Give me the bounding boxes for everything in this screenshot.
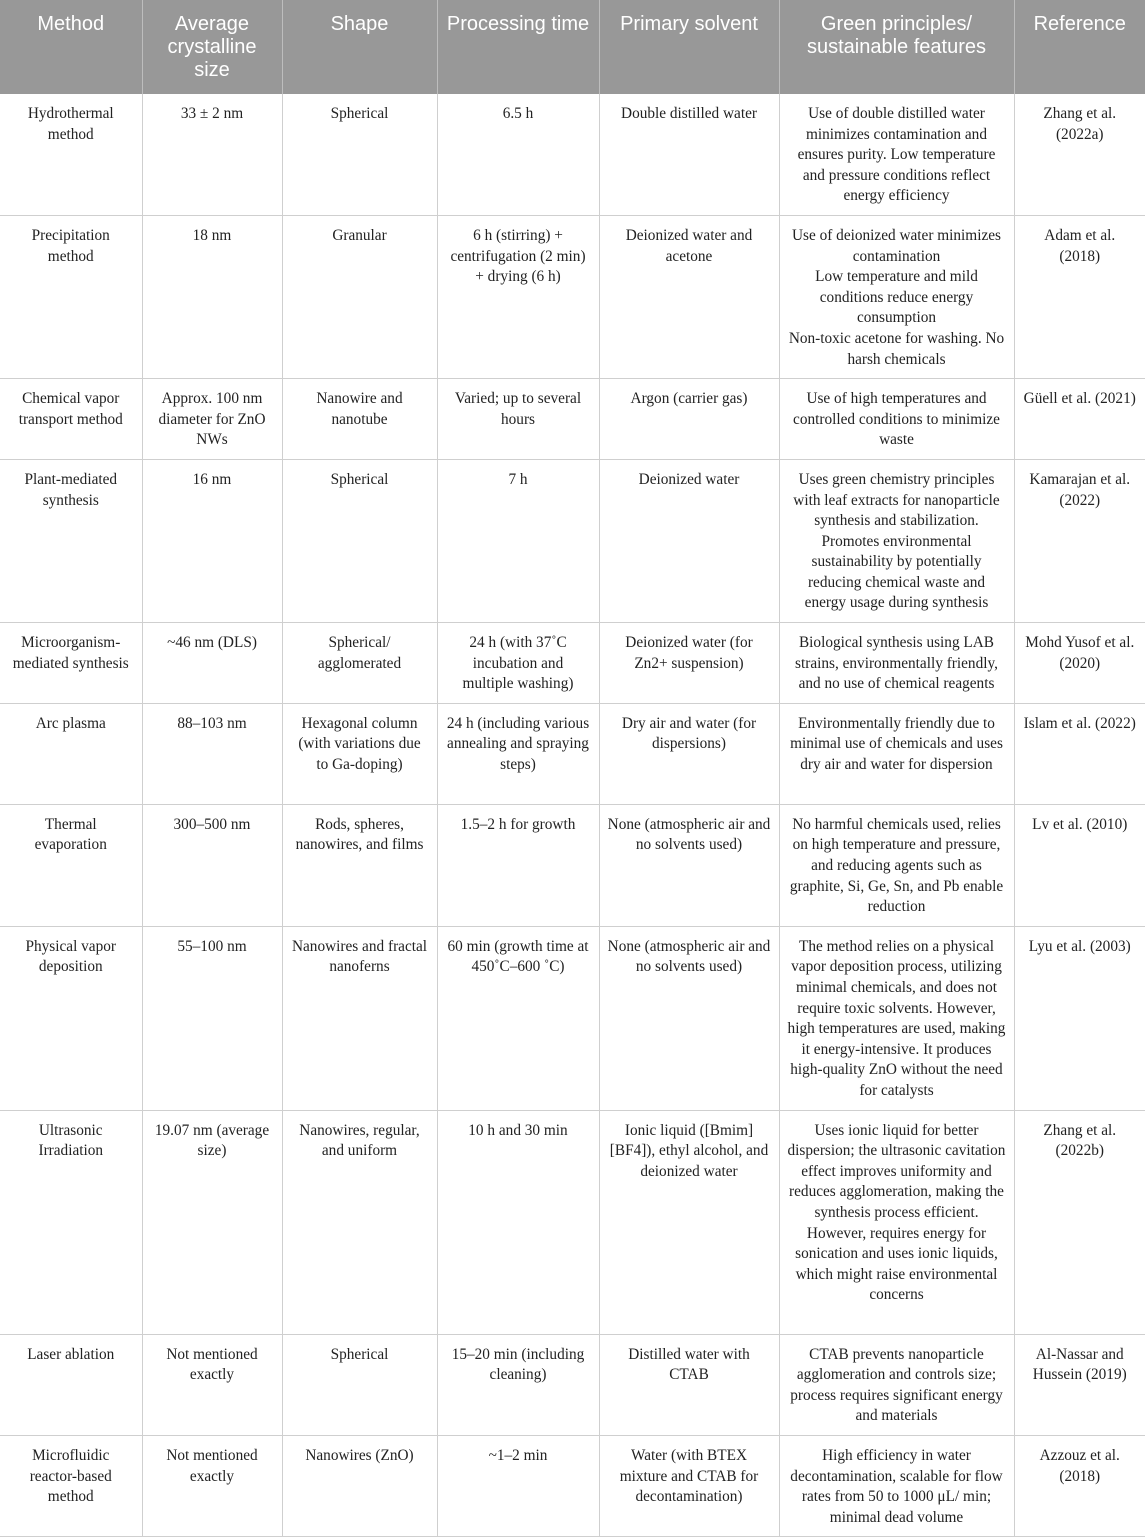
header-reference: Reference xyxy=(1014,0,1145,94)
cell-green: Uses ionic liquid for better dispersion; the ultrasonic cavitation effect improves uniformity and reduces agglomeration, making the synthesis process efficient. However, requires energy for sonication and uses ionic liquids, which might raise environmental concerns xyxy=(779,1110,1014,1334)
cell-reference: Zhang et al. (2022a) xyxy=(1014,94,1145,215)
cell-method: Laser ablation xyxy=(0,1334,142,1435)
cell-reference: Al-Nassar and Hussein (2019) xyxy=(1014,1334,1145,1435)
table-row xyxy=(0,94,1145,215)
cell-time: 24 h (including various annealing and spraying steps) xyxy=(437,703,599,804)
cell-solvent: Double distilled water xyxy=(599,94,779,215)
cell-solvent: None (atmospheric air and no solvents used) xyxy=(599,926,779,1110)
cell-method: Physical vapor deposition xyxy=(0,926,142,1110)
cell-method: Precipitation method xyxy=(0,215,142,378)
cell-size: 300–500 nm xyxy=(142,804,282,926)
cell-size: Not mentioned exactly xyxy=(142,1334,282,1435)
table-row xyxy=(0,1435,1145,1536)
cell-method: Thermal evaporation xyxy=(0,804,142,926)
cell-method: Microfluidic reactor-based method xyxy=(0,1435,142,1536)
table-row xyxy=(0,459,1145,622)
table-row xyxy=(0,215,1145,378)
cell-green: High efficiency in water decontamination, scalable for flow rates from 50 to 1000 μL/ min; minimal dead volume xyxy=(779,1435,1014,1536)
cell-size: 16 nm xyxy=(142,459,282,622)
cell-green: Environmentally friendly due to minimal use of chemicals and uses dry air and water for dispersion xyxy=(779,703,1014,804)
header-time: Processing time xyxy=(437,0,599,94)
cell-method: Chemical vapor transport method xyxy=(0,379,142,460)
cell-method: Plant-mediated synthesis xyxy=(0,459,142,622)
cell-shape: Hexagonal column (with variations due to Ga-doping) xyxy=(282,703,437,804)
cell-green: Use of deionized water minimizes contamination Low temperature and mild conditions reduce energy consumption Non-toxic acetone for washing. No harsh chemicals xyxy=(779,215,1014,378)
header-size: Average crystalline size xyxy=(142,0,282,94)
header-solvent: Primary solvent xyxy=(599,0,779,94)
cell-size: 88–103 nm xyxy=(142,703,282,804)
cell-reference: Lyu et al. (2003) xyxy=(1014,926,1145,1110)
cell-size: Approx. 100 nm diameter for ZnO NWs xyxy=(142,379,282,460)
table-row xyxy=(0,804,1145,926)
cell-time: 1.5–2 h for growth xyxy=(437,804,599,926)
cell-method: Microorganism-mediated synthesis xyxy=(0,623,142,704)
cell-time: 10 h and 30 min xyxy=(437,1110,599,1334)
cell-green: CTAB prevents nanoparticle agglomeration and controls size; process requires significant energy and materials xyxy=(779,1334,1014,1435)
cell-shape: Spherical xyxy=(282,94,437,215)
cell-size: 55–100 nm xyxy=(142,926,282,1110)
cell-time: 15–20 min (including cleaning) xyxy=(437,1334,599,1435)
cell-reference: Mohd Yusof et al. (2020) xyxy=(1014,623,1145,704)
cell-solvent: Deionized water (for Zn2+ suspension) xyxy=(599,623,779,704)
table-row xyxy=(0,926,1145,1110)
cell-reference: Zhang et al. (2022b) xyxy=(1014,1110,1145,1334)
table-row xyxy=(0,703,1145,804)
cell-shape: Spherical xyxy=(282,459,437,622)
cell-solvent: Deionized water xyxy=(599,459,779,622)
cell-time: 60 min (growth time at 450˚C–600 ˚C) xyxy=(437,926,599,1110)
cell-shape: Rods, spheres, nanowires, and films xyxy=(282,804,437,926)
cell-solvent: None (atmospheric air and no solvents used) xyxy=(599,804,779,926)
cell-green: Use of double distilled water minimizes contamination and ensures purity. Low temperature and pressure conditions reflect energy efficiency xyxy=(779,94,1014,215)
header-shape: Shape xyxy=(282,0,437,94)
cell-method: Arc plasma xyxy=(0,703,142,804)
header-row xyxy=(0,0,1145,94)
cell-solvent: Ionic liquid ([Bmim][BF4]), ethyl alcohol, and deionized water xyxy=(599,1110,779,1334)
cell-green: The method relies on a physical vapor deposition process, utilizing minimal chemicals, and does not require toxic solvents. However, high temperatures are used, making it energy-intensive. It produces high-quality ZnO without the need for catalysts xyxy=(779,926,1014,1110)
cell-green: Use of high temperatures and controlled conditions to minimize waste xyxy=(779,379,1014,460)
cell-green: No harmful chemicals used, relies on high temperature and pressure, and reducing agents such as graphite, Si, Ge, Sn, and Pb enable reduction xyxy=(779,804,1014,926)
header-method: Method xyxy=(0,0,142,94)
cell-time: 24 h (with 37˚C incubation and multiple washing) xyxy=(437,623,599,704)
table-row xyxy=(0,1334,1145,1435)
cell-reference: Güell et al. (2021) xyxy=(1014,379,1145,460)
cell-solvent: Deionized water and acetone xyxy=(599,215,779,378)
cell-solvent: Argon (carrier gas) xyxy=(599,379,779,460)
table-row xyxy=(0,379,1145,460)
cell-time: 7 h xyxy=(437,459,599,622)
cell-size: 33 ± 2 nm xyxy=(142,94,282,215)
cell-reference: Azzouz et al. (2018) xyxy=(1014,1435,1145,1536)
cell-method: Hydrothermal method xyxy=(0,94,142,215)
header-green: Green principles/ sustainable features xyxy=(779,0,1014,94)
cell-solvent: Dry air and water (for dispersions) xyxy=(599,703,779,804)
cell-shape: Nanowire and nanotube xyxy=(282,379,437,460)
cell-time: Varied; up to several hours xyxy=(437,379,599,460)
cell-green: Uses green chemistry principles with leaf extracts for nanoparticle synthesis and stabilization. Promotes environmental sustainability by potentially reducing chemical waste and energy usage during synthesis xyxy=(779,459,1014,622)
table-row xyxy=(0,623,1145,704)
cell-size: 18 nm xyxy=(142,215,282,378)
cell-shape: Granular xyxy=(282,215,437,378)
cell-solvent: Distilled water with CTAB xyxy=(599,1334,779,1435)
cell-shape: Spherical/ agglomerated xyxy=(282,623,437,704)
cell-method: Ultrasonic Irradiation xyxy=(0,1110,142,1334)
cell-shape: Nanowires, regular, and uniform xyxy=(282,1110,437,1334)
cell-solvent: Water (with BTEX mixture and CTAB for decontamination) xyxy=(599,1435,779,1536)
cell-size: ~46 nm (DLS) xyxy=(142,623,282,704)
cell-reference: Islam et al. (2022) xyxy=(1014,703,1145,804)
cell-size: 19.07 nm (average size) xyxy=(142,1110,282,1334)
cell-green: Biological synthesis using LAB strains, environmentally friendly, and no use of chemical reagents xyxy=(779,623,1014,704)
cell-shape: Nanowires and fractal nanoferns xyxy=(282,926,437,1110)
cell-reference: Adam et al. (2018) xyxy=(1014,215,1145,378)
cell-reference: Lv et al. (2010) xyxy=(1014,804,1145,926)
cell-shape: Spherical xyxy=(282,1334,437,1435)
cell-reference: Kamarajan et al. (2022) xyxy=(1014,459,1145,622)
table-row xyxy=(0,1110,1145,1334)
cell-shape: Nanowires (ZnO) xyxy=(282,1435,437,1536)
cell-time: 6.5 h xyxy=(437,94,599,215)
cell-time: ~1–2 min xyxy=(437,1435,599,1536)
cell-size: Not mentioned exactly xyxy=(142,1435,282,1536)
cell-time: 6 h (stirring) + centrifugation (2 min) + drying (6 h) xyxy=(437,215,599,378)
